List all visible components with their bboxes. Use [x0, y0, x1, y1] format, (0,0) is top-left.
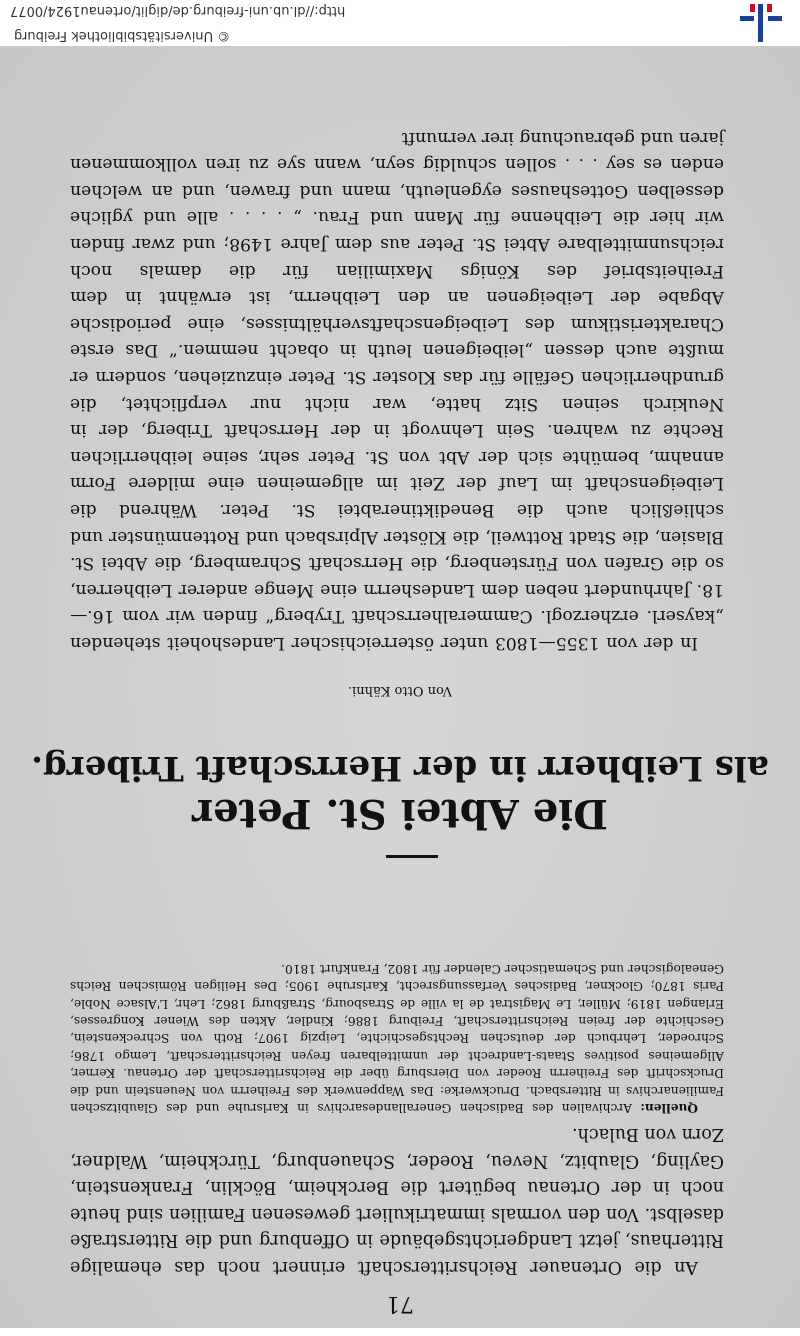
copyright-notice: © Universitätsbibliothek Freiburg: [14, 28, 231, 43]
permalink-url[interactable]: http://dl.ub.uni-freiburg.de/diglit/ortenau1924/0077: [10, 3, 346, 18]
sources-paragraph: [70, 959, 724, 1116]
scanned-page: [0, 46, 800, 1328]
section-divider: [386, 855, 438, 858]
page-number: 71: [386, 1291, 414, 1316]
article-author: Von Otto Kähni.: [347, 683, 453, 698]
article-title-line1: Die Abtei St. Peter: [192, 790, 608, 837]
library-logo-icon: [740, 4, 782, 42]
sources-label: Quellen:: [640, 1101, 698, 1115]
article-title: [0, 746, 800, 836]
intro-paragraph: An die Ortenauer Reichsritterschaft erinnert noch das ehemalige Ritterhaus, jetzt Landgerichtsgebäude in Offenburg und die Ritterstraße daselbst. Von den vormals immatrikuliert gewesenen Familien sind heute noch in der Ortenau begütert die Berckheim, Böcklin, Frankenstein, Gayling, Glaubitz, Neveu, Roeder, Schauenburg, Türckheim, Waldner, Zorn von Bulach.: [70, 1124, 724, 1277]
page-content-rotated: [0, 46, 800, 1328]
viewer-footer: [0, 1328, 800, 1336]
article-body: In der von 1355—1803 unter österreichischer Landeshoheit stehenden „kayserl. erzherzogl. Cammeralherrschaft Tryberg“ finden wir vom 16.—18. Jahrhundert neben dem Landesherrn eine Menge anderer Leibherren, so die Grafen von Fürstenberg, die Herrschaft Schramberg, die Abtei St. Blasien, die Stadt Rottweil, die Klöster Alpirsbach und Rottenmünster und schließlich auch die Benediktinerabtei St. Peter. Während die Leibeigenschaft im Lauf der Zeit im allgemeinen eine mildere Form annahm, bemühte sich der Abt von St. Peter sehr, seine leibherrlichen Rechte zu wahren. Sein Lehnvogt in der Herrschaft Triberg, der in Neukirch seinen Sitz hatte, war nicht nur verpflichtet, die grundherrlichen Gefälle für das Kloster St. Peter einzuziehen, sondern er mußte auch dessen „leibeigenen leuth in obacht nemmen.“ Das erste Charakteristikum des Leibeigenschaftsverhältnisses, eine periodische Abgabe der Leibeigenen an den Leibherrn, ist erwähnt in dem Freiheitsbrief des Königs Maximilian für die damals noch reichsunmittelbare Abtei St. Peter aus dem Jahre 1498; und zwar finden wir hier die Leibhenne für Mann und Frau. „ . . . . alle und ygliche desselben Gotteshauses eygenleuth, mann und frawen, und an welchen enden es sey . . . sollen schuldig seyn, wann sye zu iren vollkommenen jaren und gebrauchung irer vernunft: [70, 127, 724, 653]
sources-text: Archivalien des Badischen Generallandesarchivs in Karlsruhe und des Glaubitzschen Familienarchivs in Rittersbach. Druckwerke: Das Wappenwerk des Freiherrn von Neuenstein und die Druckschrift des Freiherrn Roeder von Diersburg über die Reichsritterschaft der Ortenau. Kerner, Allgemeines positives Staats-Landrecht der unmittelbaren freyen Reichsritterschaft, Lemgo 1786; Schroeder, Lehrbuch der deutschen Rechtsgeschichte, Leipzig 1907; Roth von Schreckenstein, Geschichte der freien Reichsritterschaft, Freiburg 1886; Kindler, Akten des Wiener Kongresses, Erlangen 1819; Müller, Le Magistrat de la ville de Strasbourg, Straßburg 1862; Lehr, L'Alsace Noble, Paris 1870; Glockner, Badisches Verfassungsrecht, Karlsruhe 1905; Des Heiligen Römischen Reichs Genealogischer und Schematischer Calender für 1802, Frankfurt 1810.: [70, 961, 724, 1115]
article-title-line2: als Leibherr in der Herrschaft Triberg.: [31, 748, 769, 788]
viewer-header: [0, 0, 800, 46]
viewer-header-rotated: [0, 0, 800, 46]
